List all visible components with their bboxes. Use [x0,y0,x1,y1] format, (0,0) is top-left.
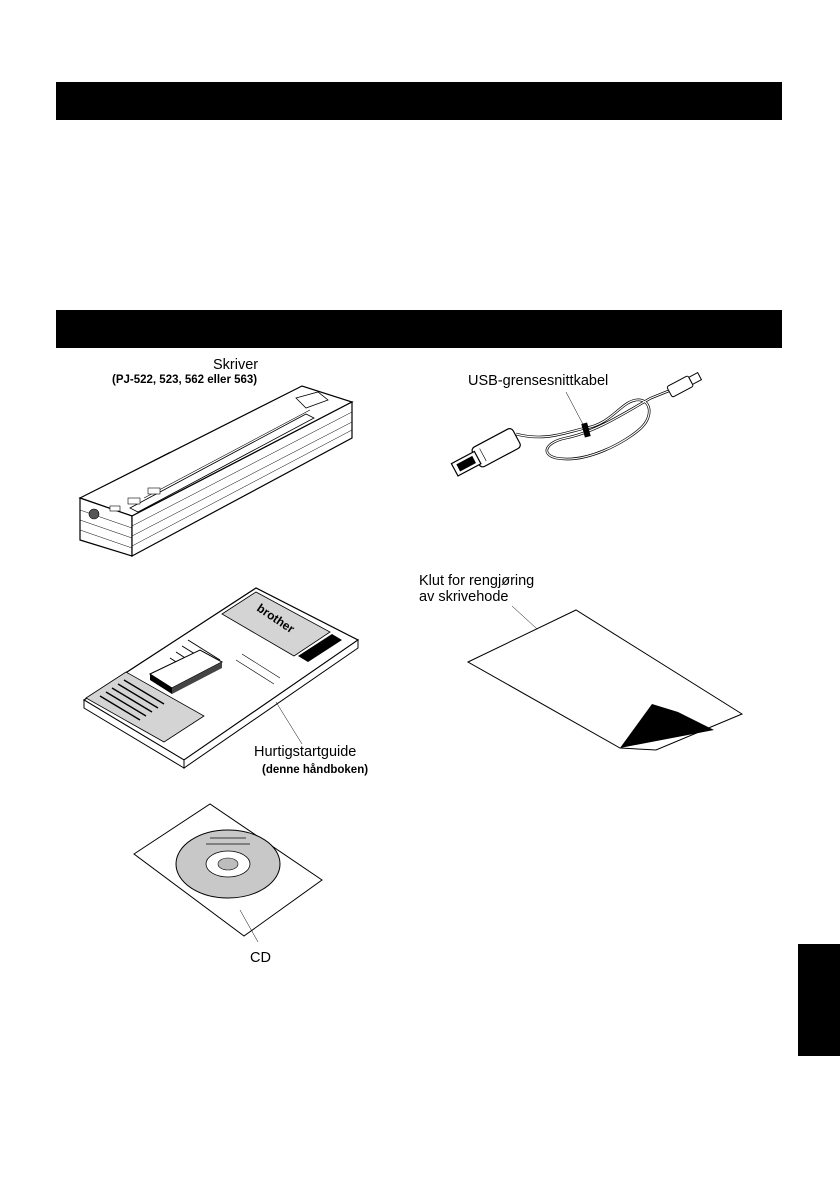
printer-illustration [60,380,360,560]
cleaning-cloth-label-line2: av skrivehode [419,589,509,605]
printer-sublabel: (PJ-522, 523, 562 eller 563) [112,374,258,386]
section-header-bar-1 [56,82,782,120]
cleaning-cloth-illustration [460,600,750,760]
cd-illustration [130,800,330,950]
printer-label: Skriver [213,357,259,373]
quick-guide-sublabel: (denne håndboken) [262,764,369,776]
cleaning-cloth-label-line1: Klut for rengjøring [419,573,535,589]
guide-brand-text: brother [254,600,297,636]
cd-label: CD [250,950,271,966]
usb-cable-label: USB-grensesnittkabel [468,373,609,389]
section-header-bar-2 [56,310,782,348]
side-tab-marker [798,944,840,1056]
usb-cable-illustration [436,372,706,492]
quick-guide-label: Hurtigstartguide [254,744,357,760]
